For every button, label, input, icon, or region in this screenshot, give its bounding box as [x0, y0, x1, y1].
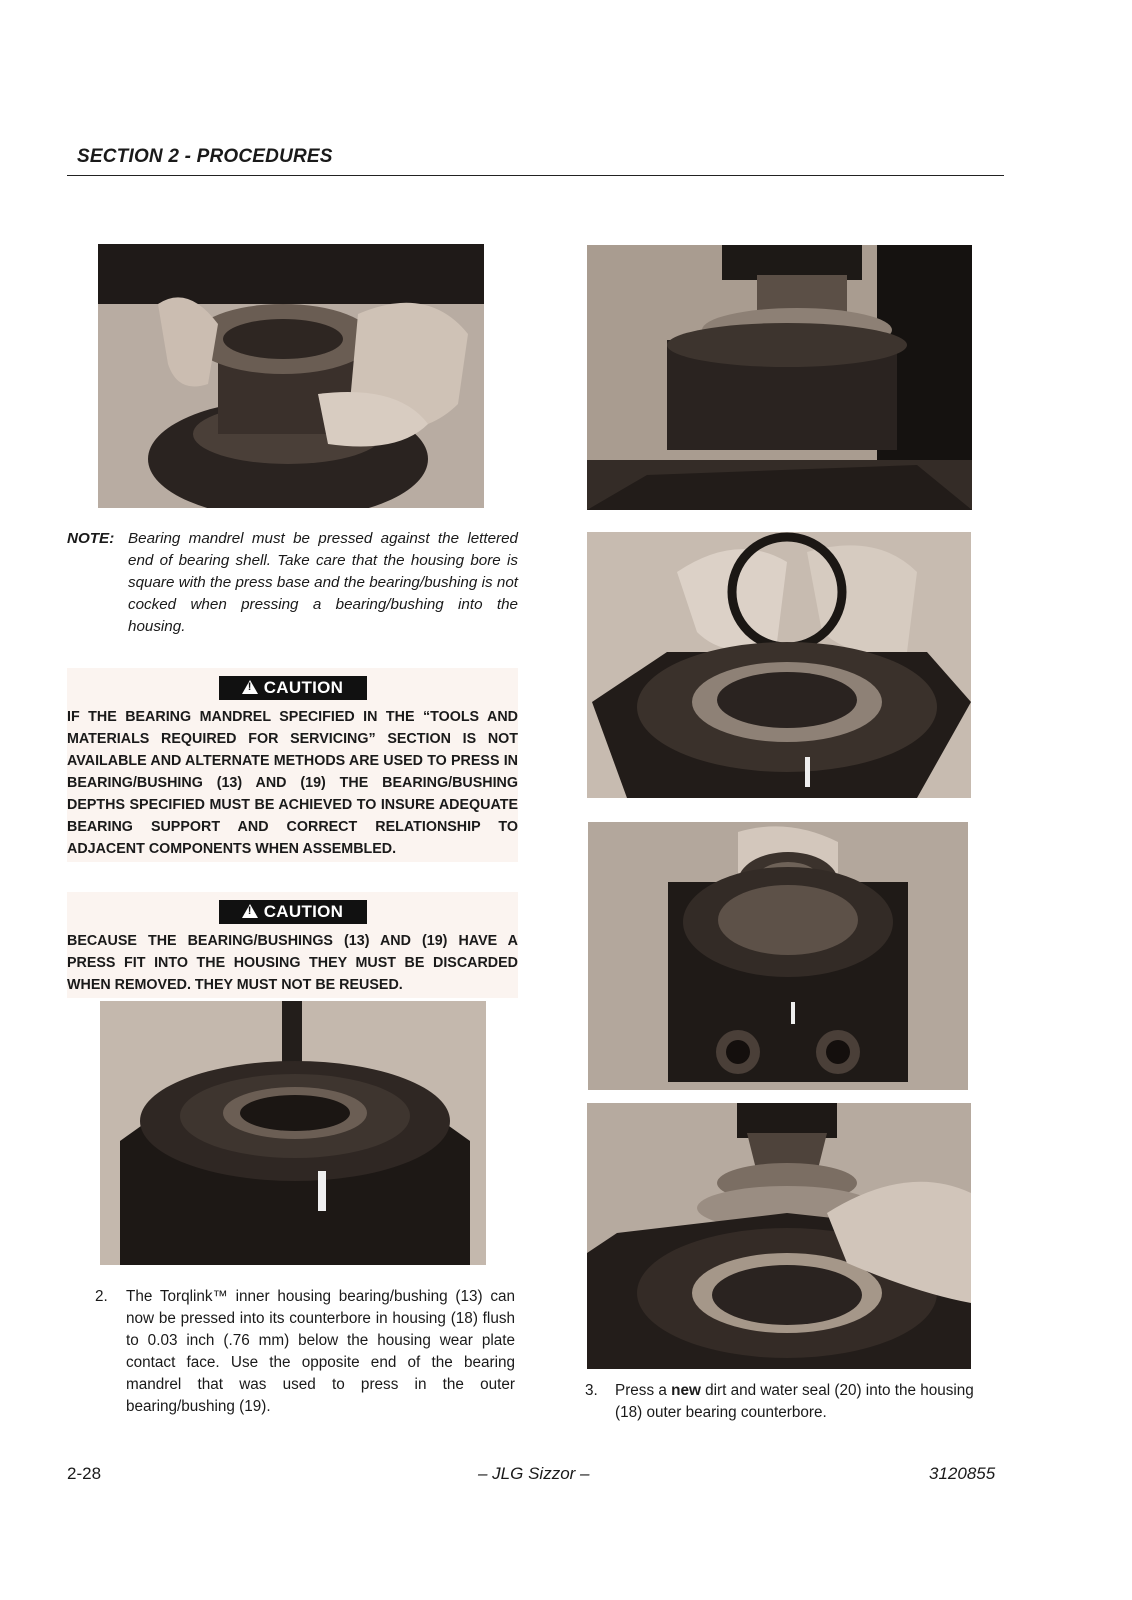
step-2-number: 2.: [95, 1288, 108, 1305]
caution-box-2: [67, 892, 518, 998]
caution-badge-label: CAUTION: [263, 902, 344, 921]
note-label: NOTE:: [67, 530, 115, 547]
step-3-text: [615, 1380, 1005, 1424]
note-text: Bearing mandrel must be pressed against the lettered end of bearing shell. Take care that the housing bore is square with the press base and the bearing/bushing is not cocked when pressing a bearing/bushing into the housing.: [128, 530, 518, 635]
photo-bearing-housing: [588, 822, 968, 1090]
photo-housing-shaft: [100, 1001, 486, 1265]
caution-text-2: BECAUSE THE BEARING/BUSHINGS (13) AND (19) HAVE A PRESS FIT INTO THE HOUSING THEY MUST BE DISCARDED WHEN REMOVED. THEY MUST NOT BE REUSED.: [67, 933, 518, 993]
photo-seal-insertion: [587, 532, 971, 798]
photo-press-housing: [587, 245, 972, 510]
photo-press-seal: [587, 1103, 971, 1369]
caution-badge-2: [219, 900, 367, 924]
footer-title: – JLG Sizzor –: [478, 1464, 590, 1483]
caution-box-1: [67, 668, 518, 862]
caution-badge-label: CAUTION: [263, 678, 344, 697]
warning-triangle-icon: [242, 904, 258, 918]
footer-page-number: 2-28: [67, 1464, 102, 1483]
step-3-number: 3.: [585, 1382, 598, 1399]
photo-bearing-mandrel: [98, 244, 484, 508]
warning-triangle-icon: [242, 680, 258, 694]
footer-doc-number: 3120855: [929, 1464, 996, 1483]
step-2-text: The Torqlink™ inner housing bearing/bushing (13) can now be pressed into its counterbore in housing (18) flush to 0.03 inch (.76 mm) below the housing wear plate contact face. Use the opposite end of the bearing mandrel that was used to press in the outer bearing/bushing (19).: [126, 1288, 515, 1415]
step-3-text-before: Press a: [615, 1382, 672, 1399]
section-title: SECTION 2 - PROCEDURES: [77, 146, 333, 167]
caution-badge-1: [219, 676, 367, 700]
header-rule: [67, 175, 1004, 176]
step-3: [585, 1380, 1005, 1424]
note-block: [67, 528, 518, 638]
step-3-text-bold: new: [671, 1382, 701, 1399]
step-2: [95, 1286, 515, 1418]
caution-text-1: IF THE BEARING MANDREL SPECIFIED IN THE “TOOLS AND MATERIALS REQUIRED FOR SERVICING” SECTION IS NOT AVAILABLE AND ALTERNATE METHODS ARE USED TO PRESS IN BEARING/BUSHING (13) AND (19) THE BEARING/BUSHING DEPTHS SPECIFIED MUST BE ACHIEVED TO INSURE ADEQUATE BEARING SUPPORT AND CORRECT RELATIONSHIP TO ADJACENT COMPONENTS WHEN ASSEMBLED.: [67, 709, 518, 857]
step-3-text-after: dirt and water seal (20) into the housing (18) outer bearing counterbore.: [615, 1382, 974, 1421]
